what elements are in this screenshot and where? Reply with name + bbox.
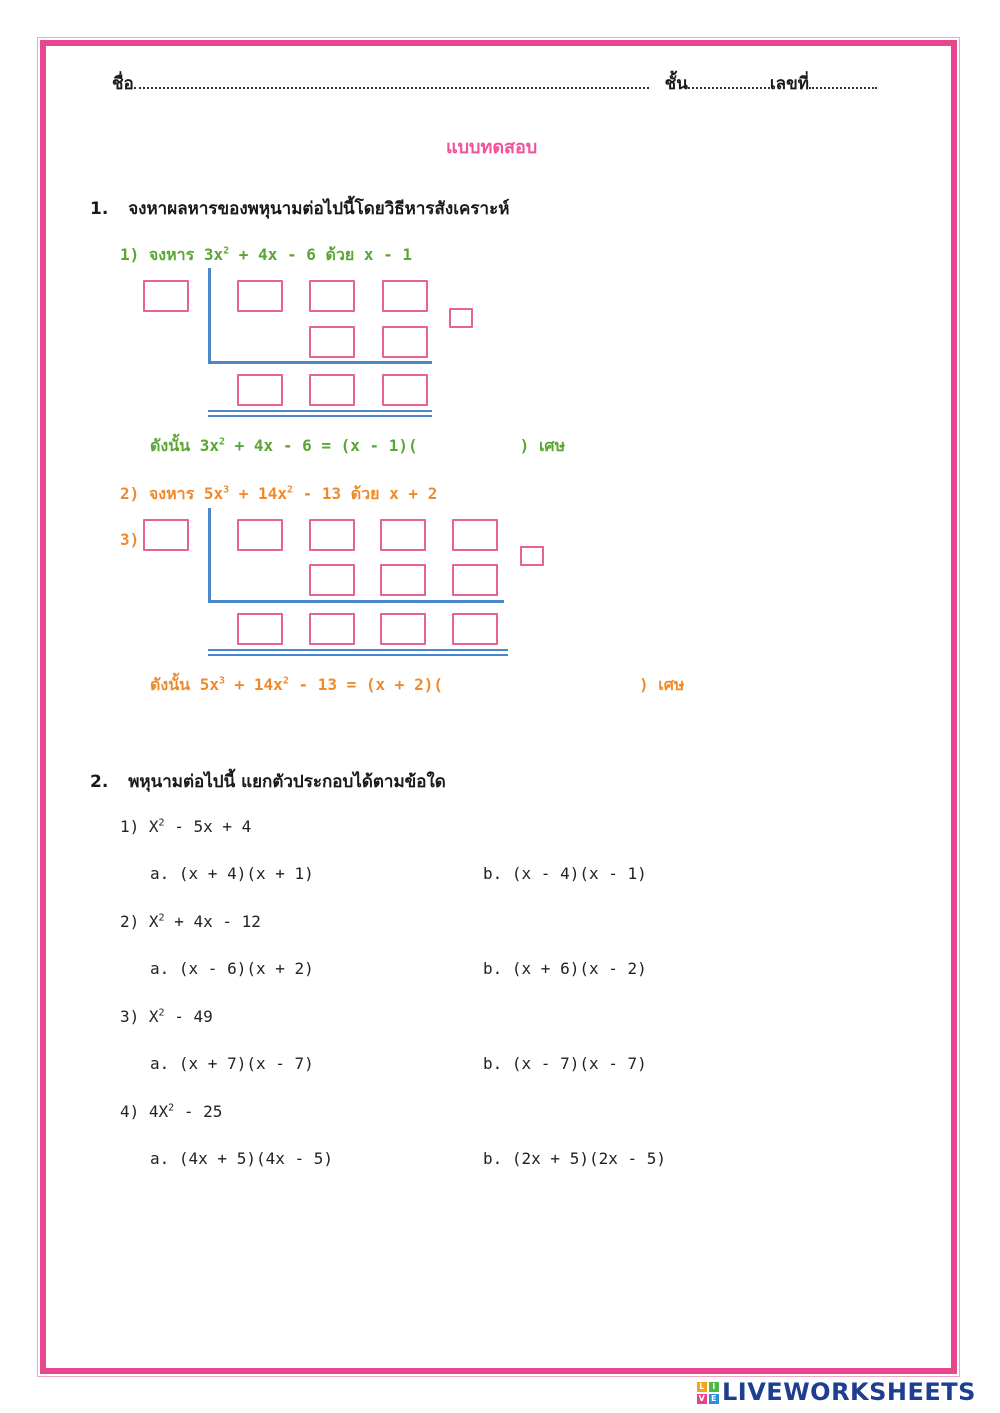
item-base: X <box>148 1007 159 1026</box>
exponent: 3 <box>218 675 226 687</box>
exponent: 2 <box>282 675 289 687</box>
mid-input-1-2[interactable] <box>382 326 428 358</box>
prompt-text-end: + 4x - 6 ด้วย x - 1 <box>229 245 413 264</box>
result-input-1-2[interactable] <box>309 374 355 406</box>
conclusion-text: ดังนั้น 5x <box>150 675 219 694</box>
logo-mark-letter: V <box>698 1394 706 1403</box>
logo-mark-letter: I <box>709 1382 719 1392</box>
q2-option-a[interactable]: a. (x + 7)(x - 7) <box>150 1054 314 1073</box>
double-line-bottom <box>208 654 508 656</box>
division-bracket <box>208 268 211 363</box>
q1-part1-prompt <box>120 243 412 268</box>
q2-item-stem <box>120 912 261 931</box>
result-input-2-1[interactable] <box>237 613 283 645</box>
item-number: 2) <box>120 912 140 931</box>
conclusion-text: ดังนั้น 3x <box>150 436 219 455</box>
conclusion-text-mid: + 4x - 6 = (x - 1)( <box>225 436 418 455</box>
coef-input-1-1[interactable] <box>237 280 283 312</box>
page-title: แบบทดสอบ <box>446 137 538 158</box>
q1-part2-conclusion <box>150 673 684 698</box>
exponent: 2 <box>218 436 226 448</box>
exponent: 2 <box>168 1102 175 1114</box>
double-line-top <box>208 410 432 412</box>
divisor-input-2[interactable] <box>143 519 189 551</box>
division-line <box>208 600 504 603</box>
prompt-text-mid: + 14x <box>229 484 287 503</box>
name-label: ชื่อ <box>112 74 134 94</box>
q2-option-a[interactable]: a. (x - 6)(x + 2) <box>150 959 314 978</box>
prompt-text: จงหาร 5x <box>148 484 224 503</box>
item-number: 3) <box>120 1007 140 1026</box>
exponent: 2 <box>158 1007 165 1019</box>
item-base: X <box>148 912 159 931</box>
coef-input-2-2[interactable] <box>309 519 355 551</box>
item-rest: - 25 <box>174 1102 223 1121</box>
double-line-bottom <box>208 415 432 417</box>
prompt-text-end: - 13 ด้วย x + 2 <box>292 484 438 503</box>
number-label: เลขที่ <box>769 74 809 94</box>
brand-name: LIVEWORKSHEETS <box>722 1378 976 1406</box>
result-input-2-4[interactable] <box>452 613 498 645</box>
question-2 <box>90 768 446 795</box>
coef-input-2-3[interactable] <box>380 519 426 551</box>
logo-mark-icon <box>697 1382 719 1404</box>
remainder-label: ) เศษ <box>638 675 685 694</box>
part-number: 1) <box>120 245 140 264</box>
exponent: 2 <box>158 912 165 924</box>
q2-option-a[interactable]: a. (x + 4)(x + 1) <box>150 864 314 883</box>
exponent: 2 <box>223 245 230 257</box>
result-input-2-2[interactable] <box>309 613 355 645</box>
item-base: 4X <box>148 1102 169 1121</box>
division-bracket <box>208 508 211 602</box>
name-field[interactable] <box>134 73 649 89</box>
mid-input-2-2[interactable] <box>380 564 426 596</box>
divisor-input-1[interactable] <box>143 280 189 312</box>
item-number: 4) <box>120 1102 140 1121</box>
double-line-top <box>208 649 508 651</box>
result-input-1-3[interactable] <box>382 374 428 406</box>
question-number: 1. <box>90 199 109 219</box>
coef-input-1-3[interactable] <box>382 280 428 312</box>
logo-mark-letter: L <box>697 1382 707 1392</box>
item-base: X <box>148 817 159 836</box>
check-box-1[interactable] <box>449 308 473 328</box>
coef-input-2-1[interactable] <box>237 519 283 551</box>
item-rest: - 49 <box>164 1007 213 1026</box>
student-info-header <box>112 70 877 97</box>
q2-item-stem <box>120 817 251 836</box>
question-number: 2. <box>90 772 109 792</box>
q1-part2-prompt <box>120 482 437 507</box>
result-input-2-3[interactable] <box>380 613 426 645</box>
item-rest: - 5x + 4 <box>164 817 252 836</box>
q1-part1-conclusion <box>150 434 565 459</box>
mid-input-1-1[interactable] <box>309 326 355 358</box>
liveworksheets-logo <box>697 1378 976 1406</box>
class-label: ชั้น <box>664 74 688 94</box>
number-field[interactable] <box>809 73 877 89</box>
class-field[interactable] <box>688 73 770 89</box>
page-frame <box>40 40 957 1374</box>
q2-option-b[interactable]: b. (x - 7)(x - 7) <box>483 1054 647 1073</box>
part-number: 2) <box>120 484 140 503</box>
check-box-2[interactable] <box>520 546 544 566</box>
item-number: 1) <box>120 817 140 836</box>
question-text: พหุนามต่อไปนี้ แยกตัวประกอบได้ตามข้อใด <box>128 772 446 792</box>
coef-input-2-4[interactable] <box>452 519 498 551</box>
exponent: 3 <box>223 484 230 496</box>
prompt-text: จงหาร 3x <box>148 245 224 264</box>
coef-input-1-2[interactable] <box>309 280 355 312</box>
question-text: จงหาผลหารของพหุนามต่อไปนี้โดยวิธีหารสังเคราะห์ <box>128 199 510 219</box>
question-1 <box>90 195 509 222</box>
exponent: 2 <box>158 817 165 829</box>
q2-option-b[interactable]: b. (x - 4)(x - 1) <box>483 864 647 883</box>
q2-option-b[interactable]: b. (x + 6)(x - 2) <box>483 959 647 978</box>
remainder-label: ) เศษ <box>519 436 566 455</box>
item-rest: + 4x - 12 <box>164 912 261 931</box>
conclusion-text-end: - 13 = (x + 2)( <box>288 675 443 694</box>
conclusion-text-mid: + 14x <box>225 675 283 694</box>
division-line <box>208 361 432 364</box>
q2-item-stem <box>120 1102 222 1121</box>
q2-item-stem <box>120 1007 213 1026</box>
exponent: 2 <box>286 484 293 496</box>
result-input-1-1[interactable] <box>237 374 283 406</box>
side-label: 3) <box>120 530 140 549</box>
q2-option-b[interactable]: b. (2x + 5)(2x - 5) <box>483 1149 667 1168</box>
mid-input-2-1[interactable] <box>309 564 355 596</box>
q2-option-a[interactable]: a. (4x + 5)(4x - 5) <box>150 1149 334 1168</box>
logo-mark-letter: E <box>709 1394 719 1404</box>
mid-input-2-3[interactable] <box>452 564 498 596</box>
